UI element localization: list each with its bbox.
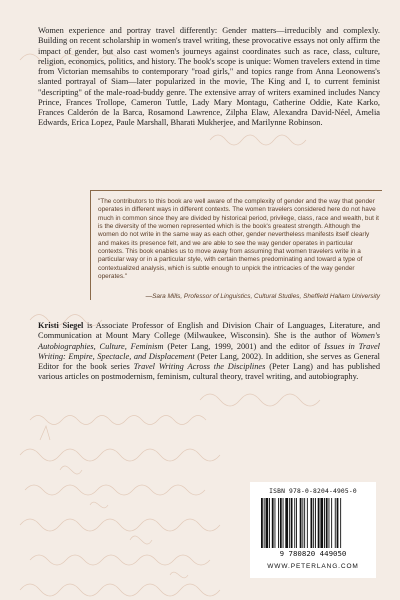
barcode-bar (275, 498, 276, 548)
barcode-bar (335, 498, 336, 548)
barcode-bar (300, 498, 302, 548)
barcode-bar (329, 498, 330, 548)
barcode-bar (315, 498, 316, 548)
bio-book-title-2: Issues in Travel Writing: Empire, Spectacle, and Displacement (38, 341, 380, 361)
barcode-bar (324, 498, 325, 548)
blurb-attribution: —Sara Mills, Professor of Linguistics, Cultural Studies, Sheffield Hallam University (145, 293, 380, 300)
barcode-bar (313, 498, 314, 548)
barcode-icon (260, 498, 366, 548)
barcode-bar (291, 498, 293, 548)
barcode-bar (304, 498, 305, 548)
bio-series-title: Travel Writing Across the Disciplines (133, 362, 266, 372)
barcode-bar (285, 498, 288, 548)
barcode-bar (340, 498, 341, 548)
barcode-bar (289, 498, 290, 548)
barcode-bar (283, 498, 284, 548)
barcode-bar (302, 498, 303, 548)
bio-text-3: (Peter Lang, 2002). In addition, she serves as General Editor for the book series (38, 351, 380, 372)
barcode-bar (261, 498, 263, 548)
barcode-bar (272, 498, 274, 548)
bio-text-1: is Associate Professor of English and Division Chair of Languages, Literature, and Communication at Mount Mary College (Milwaukee, Wisconsin). She is the author of (38, 321, 381, 341)
barcode-bar (318, 498, 320, 548)
book-description: Women experience and portray travel differently: Gender matters—irreducibly and complexly. Building on recent scholarship in women's travel writing, these provocative essays not only affirm the impact of gender, but also cast women's journeys against coordinates such as race, class, culture, religion, economics, politics, and history. The book's scope is unique: Women travelers extend in time from Victorian memsahibs to contemporary "road girls," and topics range from Anna Leonowens's slanted portrayal of Siam—later popularized in the movie, The King and I, to current feminist "descripting" of the male-road-buddy genre. The extensive array of writers examined includes Nancy Prince, Frances Trollope, Cameron Tuttle, Lady Mary Montagu, Catherine Oddie, Kate Karko, Frances Calderón de la Barca, Rosamond Lawrence, Zilpha Elaw, Alexandra David-Néel, Amelia Edwards, Erica Lopez, Paule Marshall, Bharati Mukherjee, and Marilynne Robinson. (38, 26, 380, 128)
barcode-bar (280, 498, 282, 548)
barcode-bar (269, 498, 270, 548)
barcode-number: 9 780820 449050 (279, 549, 347, 558)
barcode-bar (320, 498, 323, 548)
barcode-bar (278, 498, 279, 548)
author-bio (38, 321, 380, 383)
barcode-bar (264, 498, 265, 548)
blurb-quote: "The contributors to this book are well aware of the complexity of gender and the way that gender operates in different ways in different contexts. The women travelers considered here do not have much in common since they are divided by historical period, privilege, class, race and wealth, but it is the diversity of the women represented which is the book's greatest strength. Although the women do not write in the same way as each other, gender nevertheless manifests itself clearly and makes its presence felt, and we are able to see the way gender operates in particular contexts. This book enables us to move away from assuming that women travelers write in a particular way or in a particular style, with certain themes predominating and toward a type of contextualized analysis, which is subtle enough to unpick the intricacies of the way gender operates." (98, 198, 379, 281)
barcode-bar (307, 498, 308, 548)
isbn-label: ISBN 978-0-8204-4905-0 (269, 488, 357, 495)
author-name: Kristi Siegel (38, 321, 84, 330)
bio-book-title-1: Women's Autobiographies, Culture, Feminism (38, 331, 380, 351)
publisher-url: WWW.PETERLANG.COM (267, 563, 359, 570)
bio-text-4: (Peter Lang) and has published various articles on postmodernism, feminism, cultural theory, travel writing, and autobiography. (38, 362, 380, 382)
barcode-bar (294, 498, 295, 548)
barcode-bar (326, 498, 328, 548)
barcode-bar (266, 498, 269, 548)
barcode-bar (296, 498, 297, 548)
barcode-bar (337, 498, 339, 548)
barcode-box (250, 482, 376, 578)
barcode-bar (331, 498, 332, 548)
bio-text-2: (Peter Lang, 1999, 2001) and the editor of (163, 341, 325, 351)
barcode-bar (311, 498, 313, 548)
